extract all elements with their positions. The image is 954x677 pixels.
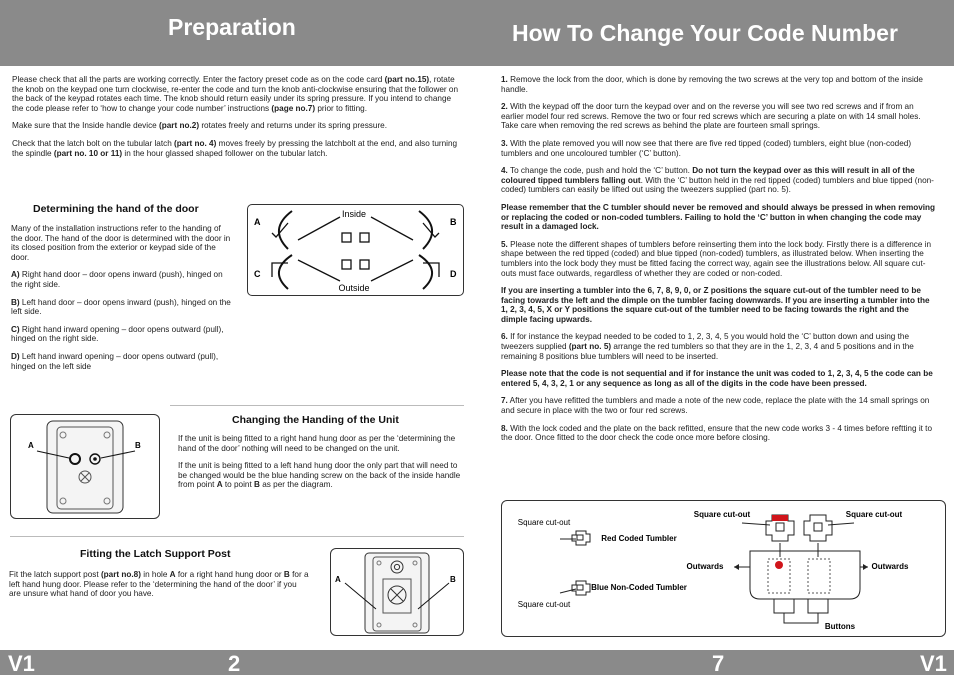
square-cutout-top-left-text: Square cut-out	[693, 510, 751, 519]
paragraph	[501, 424, 937, 443]
text-run: Please note the different shapes of tumblers before reinserting them into the lock body. Firstly there is a difference in shape between the red tipped (coded) and blue tipped (non-coded) tumblers, as illustrated below. When inserting the tumblers into the lock body they must be fitted facing the correct way, again see the illustrations below. All square cut-outs must face outwards, regardless of whether they are coded or non-coded.	[501, 239, 932, 278]
divider-1	[170, 405, 464, 406]
hand-text	[11, 224, 231, 379]
bold-run: 4.	[501, 166, 508, 176]
paragraph	[501, 102, 937, 131]
red-coded-label: Red Coded Tumbler	[601, 534, 677, 543]
footer-band	[0, 650, 954, 675]
bold-run: Please remember that the C tumbler should never be removed and should always be pressed in when removing or replacing the coded or non-coded tumblers. Failing to hold the ‘C’ button in when changing the code may result in a damaged lock.	[501, 202, 936, 232]
bold-run: 1.	[501, 75, 508, 84]
bold-run: C)	[11, 324, 20, 334]
page-title-right: How To Change Your Code Number	[512, 20, 898, 46]
tumbler-diagram	[501, 500, 946, 637]
blue-noncoded-label: Blue Non-Coded Tumbler	[591, 583, 687, 592]
label-square-cutout-1	[518, 518, 571, 527]
bold-run: B	[283, 570, 290, 579]
text-run: With the keypad off the door turn the keypad over and on the reverse you will see two red screws and if from an earlier model four red screws. Remove the two or four red screws which are securing a plate on with 14 small holes. Take care when removing the red screws as behind the plate are fourteen small springs.	[501, 102, 921, 131]
red-coded-tumbler-icon	[560, 531, 590, 545]
paragraph	[501, 369, 937, 388]
svg-text:Square cut-out	[846, 510, 903, 519]
text-run: After you have refitted the tumblers and made a note of the new code, replace the plate with the 14 small springs on and secure in place with the two or four red screws.	[501, 396, 930, 416]
bold-run: (part no. 4)	[174, 138, 217, 148]
footer-version-left: V1	[8, 651, 35, 676]
footer-page-right: 7	[712, 651, 725, 676]
paragraph	[501, 166, 937, 195]
text-run: Many of the installation instructions refer to the handing of the door. The hand of the door is determined with the door in its closed position from the exterior or keypad side of the door.	[11, 224, 231, 262]
paragraph	[501, 139, 937, 158]
lock-body-icon	[750, 515, 860, 613]
handing-text	[178, 434, 464, 498]
text-run: Make sure that the Inside handle device	[12, 121, 160, 131]
divider-2	[10, 536, 464, 537]
footer-page-left: 2	[228, 651, 241, 676]
handing-label-a: A	[28, 441, 34, 450]
paragraph	[11, 352, 231, 371]
text-run: to point	[222, 480, 255, 490]
bold-run: If you are inserting a tumbler into the 6, 7, 8, 9, 0, or Z positions the square cut-out of the tumbler need to be facing towards the left and the dimple on the tumbler facing downwards. If you are inserting a tumbler into the 1, 2, 3, 4, 5, X or Y positions the square cut-out of the tumbler need to be facing towards the right and the dimple facing upwards.	[501, 286, 930, 324]
square-cutout-1-text: Square cut-out	[517, 518, 571, 527]
bold-run: (part no. 5)	[568, 342, 612, 352]
text-run: for a left hand hung door. Please refer to the ‘determining the hand of the door’ if you are unsure what hand of door you have.	[9, 570, 309, 599]
svg-text:Square cut-out	[694, 510, 751, 519]
text-run: With the plate removed you will now see that there are five red tipped (coded) tumblers, eight blue (non-coded) tumblers and one uncoloured tumbler (‘C’ button).	[501, 138, 912, 158]
text-run: With the lock coded and the plate on the back refitted, ensure that the new code works 3 - 4 times before reftting it to the door. Once fitted to the door check the code once more before closing.	[501, 423, 933, 443]
bold-run: A)	[11, 270, 20, 280]
text-run: Remove the lock from the door, which is done by removing the two screws at the very top and bottom of the inside handle.	[501, 75, 923, 94]
diagram-outside-label: Outside	[338, 283, 370, 293]
paragraph	[12, 75, 464, 113]
bold-run: A	[169, 570, 176, 579]
paragraph	[12, 139, 464, 158]
text-run: Left hand door – door opens inward (push), hinged on the left side.	[11, 297, 231, 317]
text-run: Fit the latch support post	[9, 570, 101, 579]
door-hand-diagram	[247, 204, 464, 296]
text-run: . With the ‘C’ button held in the red tipped (coded) tumblers and blue tipped (non-coded) tumblers can easily be lifted out using the tweezers supplied (part no. 5).	[501, 175, 934, 195]
bold-run: A	[216, 480, 223, 490]
text-run: If the unit is being fitted to a left hand hung door the only part that will need to be changed would be the blue handing screw on the back of the inside handle from point	[178, 461, 461, 490]
bold-run: B	[254, 480, 260, 490]
hand-heading: Determining the hand of the door	[33, 203, 199, 215]
text-run: Check that the latch bolt on the tubular latch	[12, 138, 175, 148]
diagram-label-b: B	[450, 217, 457, 227]
bold-run: (part no.2)	[159, 121, 200, 131]
paragraph	[501, 286, 937, 324]
text-run: as per the diagram.	[259, 480, 333, 490]
text-run: , rotate the knob on the keypad one turn clockwise, re-enter the code and turn the knob anti-clockwise ensuring that the follower on the back of the keypad rotates each time. The knob should return easily under its spring pressure. If you intend to change the code please refer to ‘how to change your code number’ instructions	[12, 75, 459, 113]
paragraph	[178, 434, 464, 453]
bold-run: 3.	[501, 138, 508, 148]
bold-run: B)	[11, 297, 20, 307]
latch-heading: Fitting the Latch Support Post	[80, 548, 231, 560]
bold-run: 5.	[501, 239, 508, 249]
bold-run: (page no.7)	[271, 103, 316, 113]
latch-label-b: B	[450, 575, 456, 584]
code-change-steps	[501, 75, 937, 451]
text-run: To change the code, push and hold the ‘C’ button.	[507, 166, 693, 176]
paragraph	[11, 325, 231, 344]
paragraph	[11, 270, 231, 289]
bold-run: Do not turn the keypad over as this will result in all of the coloured tipped tumblers falling out	[501, 166, 915, 185]
square-cutout-top-right-text: Square cut-out	[845, 510, 903, 519]
bold-run: Please note that the code is not sequential and if for instance the unit was coded to 1, 2, 3, 4, 5 the code can be entered 5, 4, 3, 2, 1 or any sequence as long as all of the digits in the code have been pressed.	[501, 369, 933, 388]
diagram-label-a: A	[254, 217, 261, 227]
text-run: moves freely by pressing the latchbolt at the end, and also turning the spindle	[12, 138, 458, 158]
paragraph	[501, 240, 937, 278]
handing-unit-diagram	[10, 414, 160, 519]
paragraph	[501, 396, 937, 415]
paragraph	[501, 332, 937, 361]
paragraph	[11, 224, 231, 262]
outwards-left-label: Outwards	[686, 562, 724, 571]
bold-run: (part no.8)	[100, 570, 141, 579]
latch-label-a: A	[335, 575, 341, 584]
diagram-label-c: C	[254, 269, 261, 279]
outwards-right-label: Outwards	[871, 562, 909, 571]
text-run: Left hand inward opening – door opens outward (pull), hinged on the left side	[11, 351, 219, 371]
bold-run: D)	[11, 351, 20, 361]
text-run: rotates freely and returns under its spring pressure.	[199, 121, 387, 131]
latch-text	[9, 570, 309, 607]
paragraph	[12, 121, 464, 131]
square-cutout-2-text: Square cut-out	[517, 600, 571, 609]
diagram-inside-label: Inside	[341, 209, 367, 219]
blue-noncoded-tumbler-icon	[560, 581, 590, 595]
handing-label-b: B	[135, 441, 141, 450]
paragraph	[501, 75, 937, 94]
text-run: arrange the red tumblers so that they are in the 1, 2, 3, 4 and 5 positions and in the remaining 8 positions blue tumblers will need to be inserted.	[501, 342, 914, 361]
bold-run: 6.	[501, 332, 508, 342]
handing-heading: Changing the Handing of the Unit	[232, 414, 399, 426]
text-run: If the unit is being fitted to a right hand hung door as per the ‘determining the hand of the door’ nothing will need to be changed on the unit.	[178, 434, 456, 453]
paragraph	[178, 461, 464, 490]
text-run: Right hand door – door opens inward (push), hinged on the right side.	[11, 270, 223, 289]
footer-version-right: V1	[920, 651, 947, 676]
page-title-left: Preparation	[168, 14, 296, 40]
intro-text	[12, 75, 464, 166]
latch-diagram	[330, 548, 464, 636]
bold-run: 7.	[501, 396, 508, 406]
paragraph	[501, 203, 937, 232]
bold-run: 8.	[501, 423, 508, 433]
text-run: If for instance the keypad needed to be coded to 1, 2, 3, 4, 5 you would hold the ‘C’ button down and using the tweezers supplied	[501, 332, 910, 352]
buttons-label: Buttons	[824, 622, 856, 631]
paragraph	[11, 298, 231, 317]
text-run: in hole	[140, 570, 170, 579]
bold-run: (part no. 10 or 11)	[53, 148, 123, 158]
text-run: Right hand inward opening – door opens outward (pull), hinged on the right side.	[11, 324, 224, 344]
text-run: prior to fitting.	[315, 103, 367, 113]
text-run: Please check that all the parts are working correctly. Enter the factory preset code as on the code card	[12, 75, 385, 84]
diagram-label-d: D	[450, 269, 457, 279]
bold-run: (part no.15)	[384, 75, 430, 84]
bold-run: 2.	[501, 102, 508, 112]
text-run: for a right hand hung door or	[175, 570, 284, 579]
paragraph	[9, 570, 309, 599]
text-run: in the hour glassed shaped follower on the tubular latch.	[122, 148, 328, 158]
